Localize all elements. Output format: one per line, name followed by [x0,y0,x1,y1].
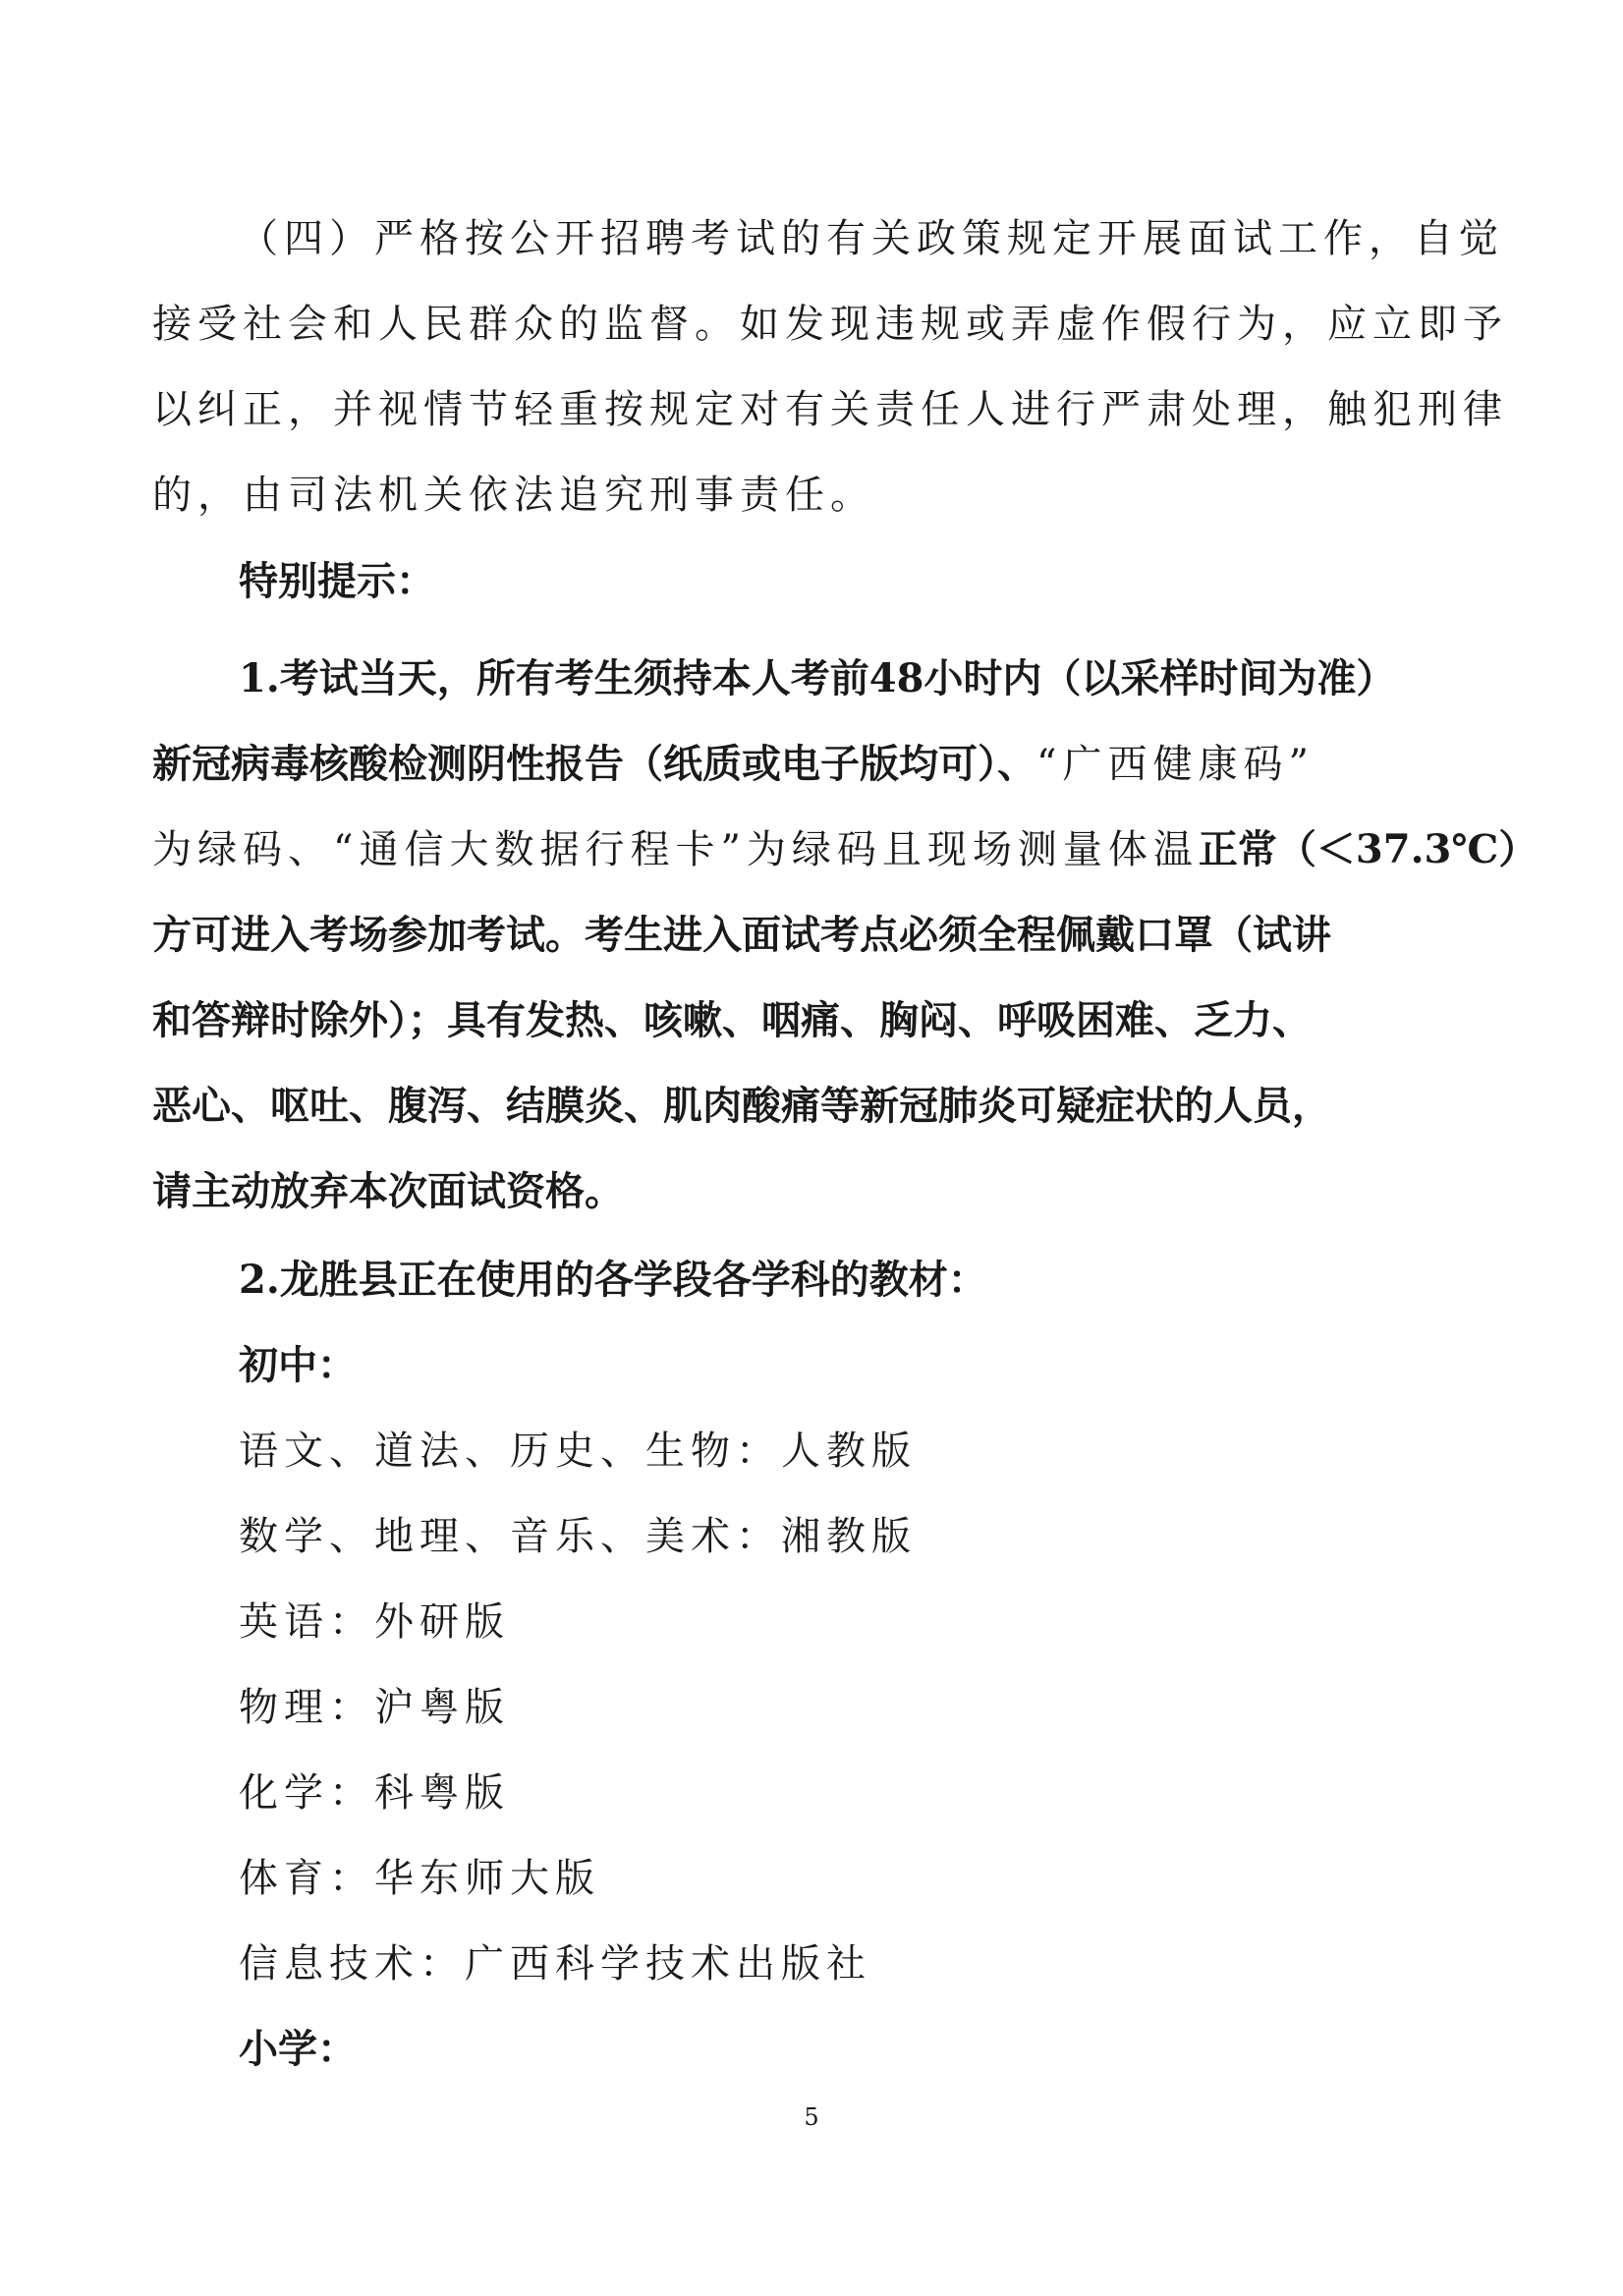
junior-textbook-7: 信息技术：广西科学技术出版社 [239,1941,871,1987]
item1-line-2 [152,735,1623,794]
item1-line-3-regular: 为绿码、“通信大数据行程卡”为绿码且现场测量体温 [152,827,1199,872]
primary-heading: 小学： [239,2026,357,2072]
item1-line-1: 1.考试当天，所有考生须持本人考前48小时内（以采样时间为准） [239,655,1396,701]
item1-line-5: 和答辩时除外）；具有发热、咳嗽、咽痛、胸闷、呼吸困难、乏力、 [152,997,1312,1043]
item1-line-6: 恶心、呕吐、腹泻、结膜炎、肌肉酸痛等新冠肺炎可疑症状的人员， [152,1083,1331,1129]
item2-heading: 2.龙胜县正在使用的各学段各学科的教材： [239,1257,987,1303]
page-number: 5 [804,2103,819,2131]
junior-textbook-6: 体育：华东师大版 [239,1856,600,1901]
junior-textbook-5: 化学：科粤版 [239,1770,510,1816]
item1-line-3 [152,820,1623,879]
notice-heading: 特别提示： [239,558,435,604]
section4-line-2: 接受社会和人民群众的监督。如发现违规或弄虚作假行为，应立即予 [152,302,1508,347]
section4-line-1: （四）严格按公开招聘考试的有关政策规定开展面试工作，自觉 [239,216,1504,261]
item1-line-4: 方可进入考场参加考试。考生进入面试考点必须全程佩戴口罩（试讲 [152,912,1331,958]
section4-line-4: 的，由司法机关依法追究刑事责任。 [152,473,875,518]
junior-textbook-1: 语文、道法、历史、生物：人教版 [239,1428,917,1474]
item1-line-2-regular: “广西健康码” [1036,742,1315,787]
section4-line-3: 以纠正，并视情节轻重按规定对有关责任人进行严肃处理，触犯刑律 [152,387,1508,432]
item1-line-2-bold: 新冠病毒核酸检测阴性报告（纸质或电子版均可）、 [152,741,1036,787]
junior-textbook-4: 物理：沪粤版 [239,1685,510,1730]
junior-heading: 初中： [239,1342,357,1388]
junior-textbook-3: 英语：外研版 [239,1599,510,1645]
item1-line-3-bold: 正常（＜37.3℃） [1198,826,1539,872]
item1-line-7: 请主动放弃本次面试资格。 [152,1168,624,1214]
junior-textbook-2: 数学、地理、音乐、美术：湘教版 [239,1514,917,1559]
